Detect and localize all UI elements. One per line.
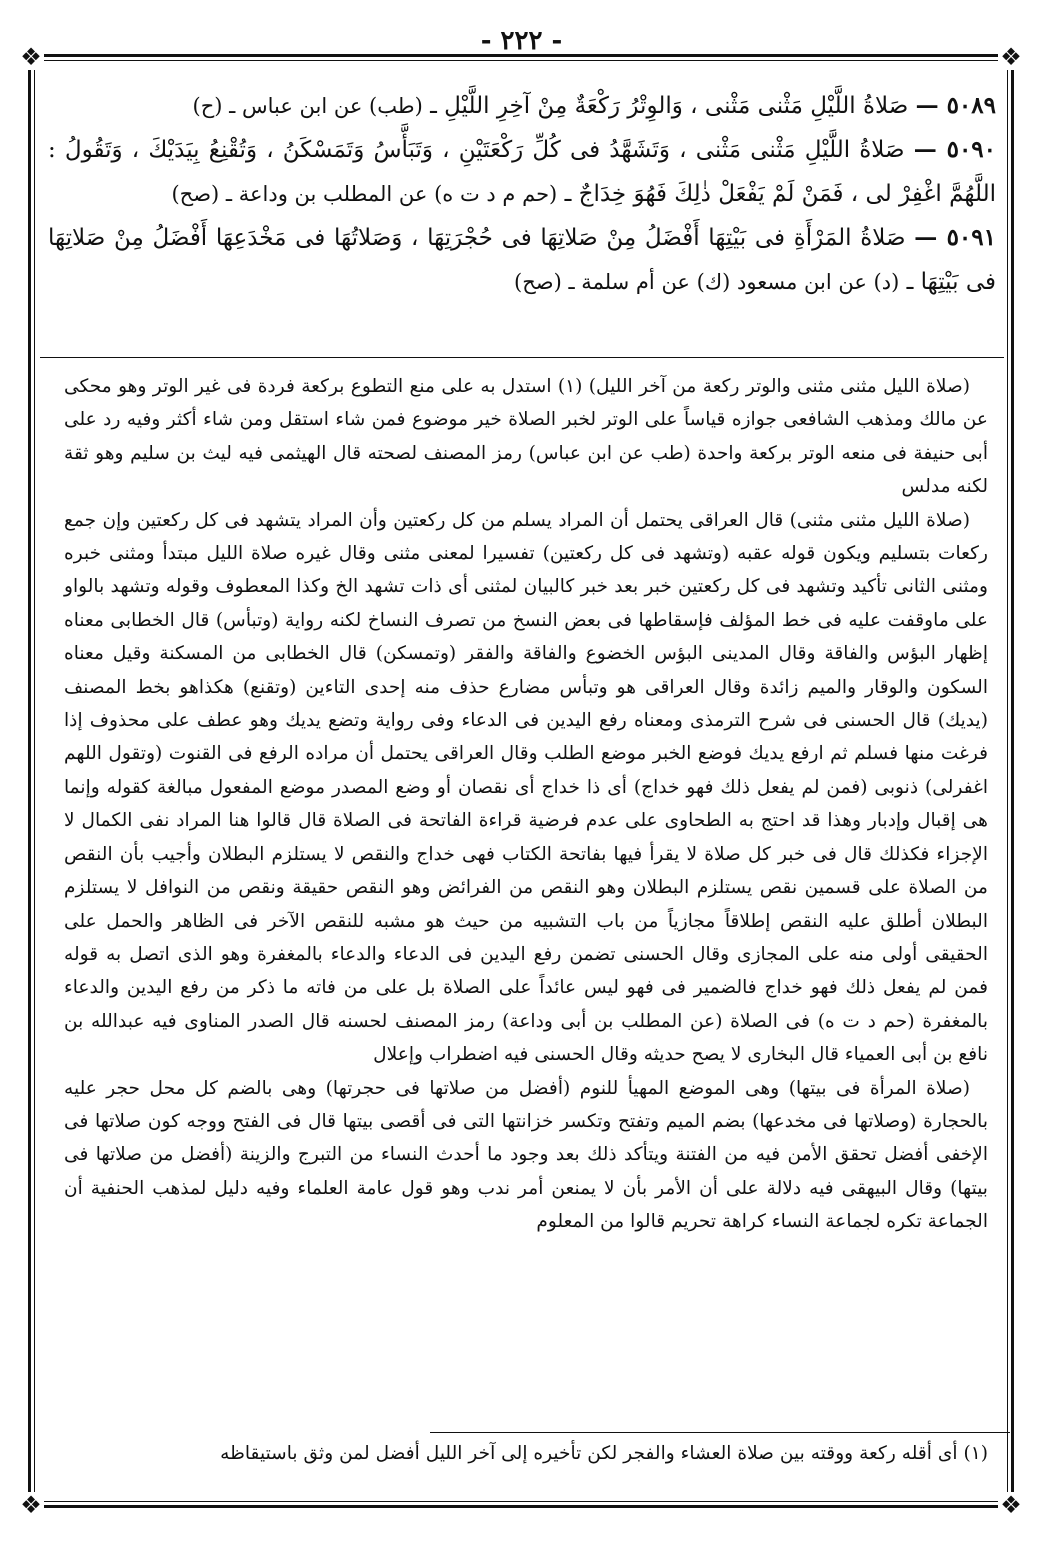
hadith-text: صَلاةُ المَرْأَةِ فى بَيْتِهَا أَفْضَلُ مِنْ صَلاتِهَا فى حُجْرَتِهَا ، وَصَلاتُهَا فى مَخْدَعِهَا أَفْضَلُ مِنْ صَلاتِهَا فى بَيْتِهَا ـ bbox=[48, 225, 996, 295]
hadith-text: صَلاةُ اللَّيْلِ مَثْنى مَثْنى ، وَالوِتْرُ رَكْعَةٌ مِنْ آخِرِ اللَّيْلِ ـ bbox=[430, 93, 909, 119]
ornament-icon: ❖ bbox=[998, 1492, 1024, 1518]
commentary-section bbox=[64, 370, 988, 1239]
section-divider bbox=[40, 357, 1004, 358]
hadith-number: ٥٠٨٩ — bbox=[915, 92, 996, 119]
hadith-entry bbox=[48, 84, 996, 128]
hadith-number: ٥٠٩٠ — bbox=[913, 136, 997, 163]
ornament-icon: ❖ bbox=[998, 44, 1024, 70]
hadith-source: (د) عن ابن مسعود (ك) عن أم سلمة ـ (صح) bbox=[514, 270, 900, 294]
hadith-entry bbox=[48, 216, 996, 304]
commentary-paragraph: (صلاة المرأة فى بيتها) وهى الموضع المهيأ للنوم (أفضل من صلاتها فى حجرتها) وهى بالضم كل محل حجر عليه بالحجارة (وصلاتها فى مخدعها) بضم الميم وتفتح وتكسر خزانتها التى فى أقصى بيتها قال فى الفتح ووجه كون صلاتها فى الإخفى أفضل تحقق الأمن فيه من الفتنة ويتأكد ذلك بعد وجود ما أحدث النساء من التبرج والزينة (أفضل من صلاتها فى بيتها) وقال البيهقى فيه دلالة على أن الأمر بأن لا يمنعن أمر ندب وهو قول عامة العلماء وفيه دليل لمذهب الحنفية أن الجماعة تكره لجماعة النساء كراهة تحريم قالوا من المعلوم bbox=[64, 1077, 988, 1233]
ornament-icon: ❖ bbox=[18, 44, 44, 70]
hadith-number: ٥٠٩١ — bbox=[914, 224, 996, 251]
page-number: - ٢٢٢ - bbox=[480, 26, 563, 56]
footnote-divider bbox=[430, 1432, 1010, 1433]
ornament-icon: ❖ bbox=[18, 1492, 44, 1518]
commentary-paragraph: (صلاة الليل مثنى مثنى) قال العراقى يحتمل أن المراد يسلم من كل ركعتين وأن المراد يتشهد فى كل ركعتين وإن جمع ركعات بتسليم ويكون قوله عقبه (وتشهد فى كل ركعتين) تفسيرا لمعنى مثنى وقال غيره صلاة الليل مبتدأ ومثنى خبره ومثنى الثانى تأكيد وتشهد فى كل ركعتين خبر بعد خبر كالبيان لمثنى أى ذات تشهد الخ وكذا المعطوف وقوله وتشهد بالواو على ماوقفت عليه فى خط المؤلف فإسقاطها فى بعض النسخ من تصرف النساخ لكنه رواية (وتبأس) قال الخطابى معناه إظهار البؤس والفاقة وقال المدينى البؤس الخضوع والفاقة والفقر (وتمسكن) قال الخطابى من المسكنة وقيل معناه السكون والوقار والميم زائدة وقال العراقى هو وتبأس مضارع حذف منه إحدى التاءين (وتقنع) هكذاهو بخط المصنف (يديك) قال الحسنى فى شرح الترمذى ومعناه رفع اليدين فى الدعاء وفى رواية وتضع يديك وهو عطف على محذوف إذا فرغت منها فسلم ثم ارفع يديك فوضع الخبر موضع الطلب وقال العراقى يحتمل أن مراده الرفع فى القنوت (وتقول اللهم اغفرلى) ذنوبى (فمن لم يفعل ذلك فهو خداج) أى ذا خداج أى نقصان أو وضع المصدر موضع المفعول مبالغة كقوله وإنما هى إقبال وإدبار وهذا قد احتج به الطحاوى على عدم فرضية قراءة الفاتحة فى الصلاة قال قالوا هنا المراد نفى الكمال لا الإجزاء فكذلك قال فى خبر كل صلاة لا يقرأ فيها بفاتحة الكتاب فهى خداج والنقص لا يستلزم البطلان وأجيب بأن النقص من الصلاة على قسمين نقص يستلزم البطلان وهو النقص من الفرائض وهو النقص حقيقة ونقص من النوافل لا يستلزم البطلان أطلق عليه النقص إطلاقاً مجازياً من باب التشبيه من حيث هو مشبه للنقص الآخر فى الظاهر والحمل على الحقيقى أولى منه على المجازى وقال الحسنى تضمن رفع اليدين فى الدعاء والدعاء بالمغفرة وهو الذى اتصل به قوله فمن لم يفعل ذلك فهو خداج فالضمير فى فهو ليس عائداً على الصلاة بل على من فاته ما ذكر من رفع اليدين والدعاء بالمغفرة (حم د ت ه) فى الصلاة (عن المطلب بن أبى وداعة) رمز المصنف لحسنه قال الصدر المناوى فيه عبدالله بن نافع بن أبى العمياء قال البخارى لا يصح حديثه وقال الحسنى فيه اضطراب وإعلال bbox=[64, 509, 988, 1066]
hadith-text: صَلاةُ اللَّيْلِ مَثْنى مَثْنى ، وَتَشَهَّدُ فى كُلِّ رَكْعَتَيْنِ ، وَتَبَأَّسُ وَتَمَسْكَنُ ، وَتُقْنِعُ بِيَدَيْكَ ، وَتَقُولُ : اللَّهُمَّ اغْفِرْ لى ، فَمَنْ لَمْ يَفْعَلْ ذٰلِكَ فَهُوَ خِدَاجٌ ـ bbox=[48, 137, 996, 207]
hadith-source: (حم م د ت ه) عن المطلب بن وداعة ـ (صح) bbox=[171, 182, 558, 206]
hadith-source: (طب) عن ابن عباس ـ (ح) bbox=[192, 94, 423, 118]
hadith-entry bbox=[48, 128, 996, 216]
footnote: (١) أى أقله ركعة ووقته بين صلاة العشاء والفجر لكن تأخيره إلى آخر الليل أفضل لمن وثق باستيقاظه bbox=[220, 1443, 988, 1464]
hadith-section bbox=[48, 84, 996, 304]
commentary-paragraph: (صلاة الليل مثنى مثنى والوتر ركعة من آخر الليل) (١) استدل به على منع التطوع بركعة فردة فى غير الوتر وهو محكى عن مالك ومذهب الشافعى جوازه قياساً على الوتر لخبر الصلاة خير موضوع فمن شاء استقل ومن شاء أكثر وفيه رد على أبى حنيفة فى منعه الوتر بركعة واحدة (طب عن ابن عباس) رمز المصنف لصحته قال الهيثمى فيه ليث بن سليم وهو ثقة لكنه مدلس bbox=[64, 376, 988, 498]
